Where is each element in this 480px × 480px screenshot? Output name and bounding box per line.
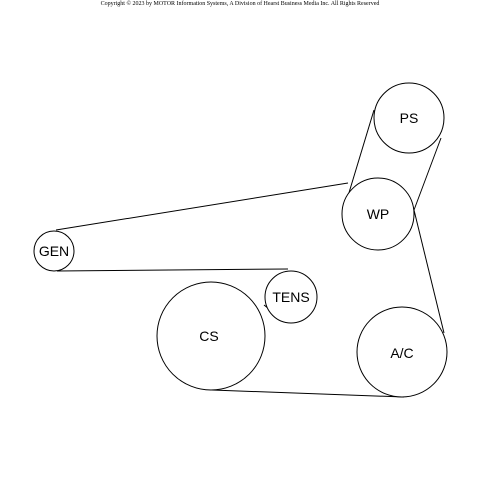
pulley-ps	[374, 83, 444, 153]
belt-segment-cs-ac	[212, 390, 404, 397]
pulley-cs	[157, 282, 265, 390]
pulley-wp	[342, 178, 414, 250]
pulley-tens-label: TENS	[272, 289, 310, 305]
belt-segment-gen-tens	[57, 269, 288, 271]
pulley-gen	[34, 231, 74, 271]
copyright-notice: Copyright © 2023 by MOTOR Information Systems, A Division of Hearst Business Media Inc. All Rights Reserved	[100, 1, 380, 7]
pulley-cs-label: CS	[199, 328, 219, 344]
pulley-ps-label: PS	[399, 110, 419, 126]
pulley-tens	[265, 271, 317, 323]
pulley-gen-label: GEN	[38, 243, 70, 259]
pulley-ac-label: A/C	[390, 345, 414, 361]
belt-segment-wp-gen	[56, 183, 348, 230]
pulley-ac	[357, 307, 447, 397]
pulley-wp-label: WP	[366, 206, 390, 222]
